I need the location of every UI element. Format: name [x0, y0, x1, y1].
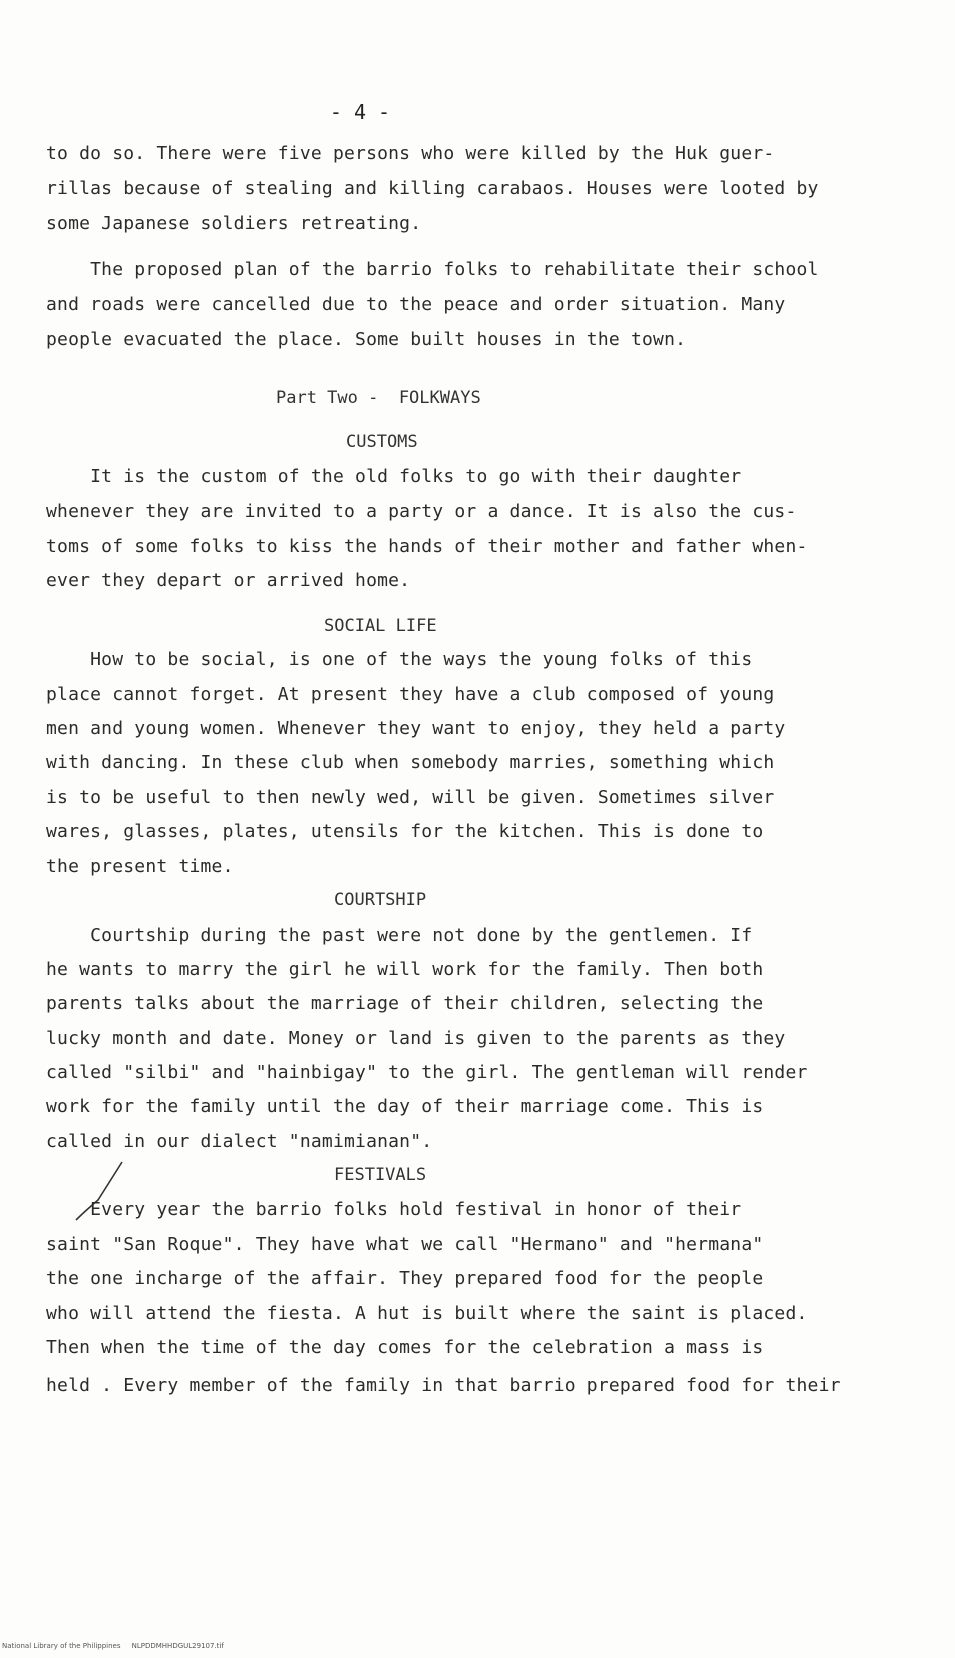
body-line: with dancing. In these club when somebody marries, something which [46, 752, 775, 773]
body-line: is to be useful to then newly wed, will be given. Sometimes silver [46, 787, 775, 808]
body-line: and roads were cancelled due to the peace and order situation. Many [46, 294, 786, 315]
body-line: Every year the barrio folks hold festival in honor of their [46, 1199, 742, 1220]
body-line: parents talks about the marriage of their children, selecting the [46, 993, 764, 1014]
body-line: whenever they are invited to a party or a dance. It is also the cus- [46, 501, 797, 522]
body-line: It is the custom of the old folks to go with their daughter [46, 466, 742, 487]
body-line: toms of some folks to kiss the hands of their mother and father when- [46, 536, 808, 557]
section-heading-social-life: SOCIAL LIFE [324, 616, 437, 636]
body-line: wares, glasses, plates, utensils for the kitchen. This is done to [46, 821, 764, 842]
body-line: some Japanese soldiers retreating. [46, 213, 422, 234]
body-line: ever they depart or arrived home. [46, 570, 411, 591]
body-line: men and young women. Whenever they want to enjoy, they held a party [46, 718, 786, 739]
body-line: to do so. There were five persons who were killed by the Huk guer- [46, 143, 775, 164]
body-line: place cannot forget. At present they have a club composed of young [46, 684, 775, 705]
body-line: Then when the time of the day comes for the celebration a mass is [46, 1337, 764, 1358]
body-line: held . Every member of the family in that barrio prepared food for their [46, 1375, 841, 1396]
body-line: who will attend the fiesta. A hut is built where the saint is placed. [46, 1303, 808, 1324]
body-line: he wants to marry the girl he will work for the family. Then both [46, 959, 764, 980]
part-heading: Part Two - FOLKWAYS [276, 388, 481, 408]
section-heading-festivals: FESTIVALS [334, 1165, 427, 1185]
body-line: How to be social, is one of the ways the young folks of this [46, 649, 753, 670]
body-line: lucky month and date. Money or land is given to the parents as they [46, 1028, 786, 1049]
body-line: the present time. [46, 856, 234, 877]
scan-footer: National Library of the Philippines NLPDDMHHDGUL29107.tif [2, 1642, 224, 1650]
body-line: called "silbi" and "hainbigay" to the girl. The gentleman will render [46, 1062, 808, 1083]
body-line: work for the family until the day of their marriage come. This is [46, 1096, 764, 1117]
body-line: called in our dialect "namimianan". [46, 1131, 433, 1152]
body-line: people evacuated the place. Some built houses in the town. [46, 329, 687, 350]
page-number: - 4 - [329, 100, 391, 124]
body-line: saint "San Roque". They have what we call "Hermano" and "hermana" [46, 1234, 764, 1255]
body-line: the one incharge of the affair. They prepared food for the people [46, 1268, 764, 1289]
body-line: Courtship during the past were not done by the gentlemen. If [46, 925, 753, 946]
body-line: The proposed plan of the barrio folks to rehabilitate their school [46, 259, 819, 280]
section-heading-customs: CUSTOMS [346, 432, 418, 452]
section-heading-courtship: COURTSHIP [334, 890, 427, 910]
body-line: rillas because of stealing and killing carabaos. Houses were looted by [46, 178, 819, 199]
